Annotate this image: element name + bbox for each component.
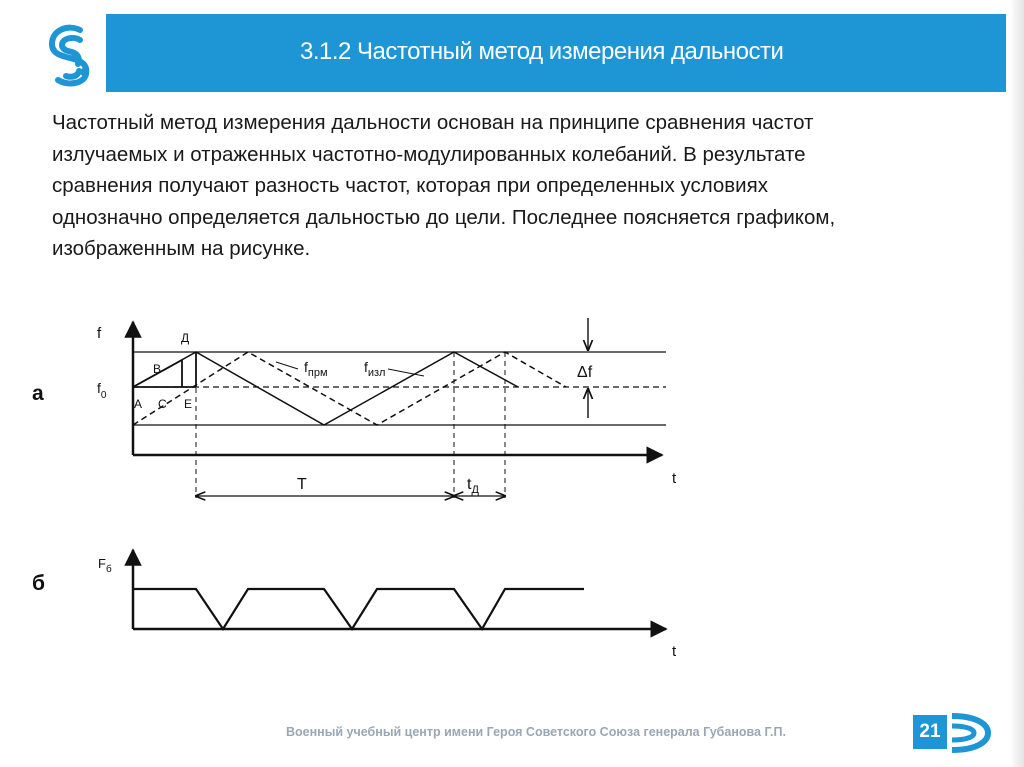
point-e-label: Е (184, 397, 193, 411)
received-frequency-label: $f_{прм}$ (304, 359, 328, 379)
x-axis-label-a: t (672, 470, 677, 487)
delta-f-label: Δf (577, 364, 593, 381)
beat-frequency-line (133, 589, 584, 629)
panel-label-b: б (32, 572, 45, 595)
point-a-label: А (134, 397, 143, 411)
slide-title: 3.1.2 Частотный метод измерения дальности (300, 38, 784, 65)
intro-line: изображенным на рисунке. (52, 237, 311, 260)
x-axis-label-b: t (672, 643, 677, 660)
panel-label-a: а (32, 382, 44, 405)
intro-line: излучаемых и отраженных частотно-модулированных колебаний. В результате (52, 142, 806, 166)
f0-label: $f_0$ (97, 380, 107, 401)
point-c-label: С (158, 397, 167, 411)
intro-line: сравнения получают разность частот, которая при определенных условиях (52, 174, 768, 197)
point-d-label: Д (181, 331, 190, 345)
y-axis-label-a: f (97, 325, 102, 342)
intro-line: однозначно определяется дальностью до цели. Последнее поясняется графиком, (52, 205, 836, 229)
institution-logo-icon (948, 710, 994, 756)
point-b-label: В (153, 362, 162, 376)
delay-label: $t_Д$ (467, 476, 479, 496)
emitted-frequency-label: $f_{изл}$ (364, 359, 386, 379)
intro-line: Частотный метод измерения дальности основан на принципе сравнения частот (52, 111, 814, 134)
period-label: T (297, 476, 307, 493)
page-number: 21 (913, 715, 947, 749)
y-axis-label-b: $F_б$ (98, 556, 112, 575)
footer-caption: Военный учебный центр имени Героя Советского Союза генерала Губанова Г.П. (286, 725, 786, 739)
